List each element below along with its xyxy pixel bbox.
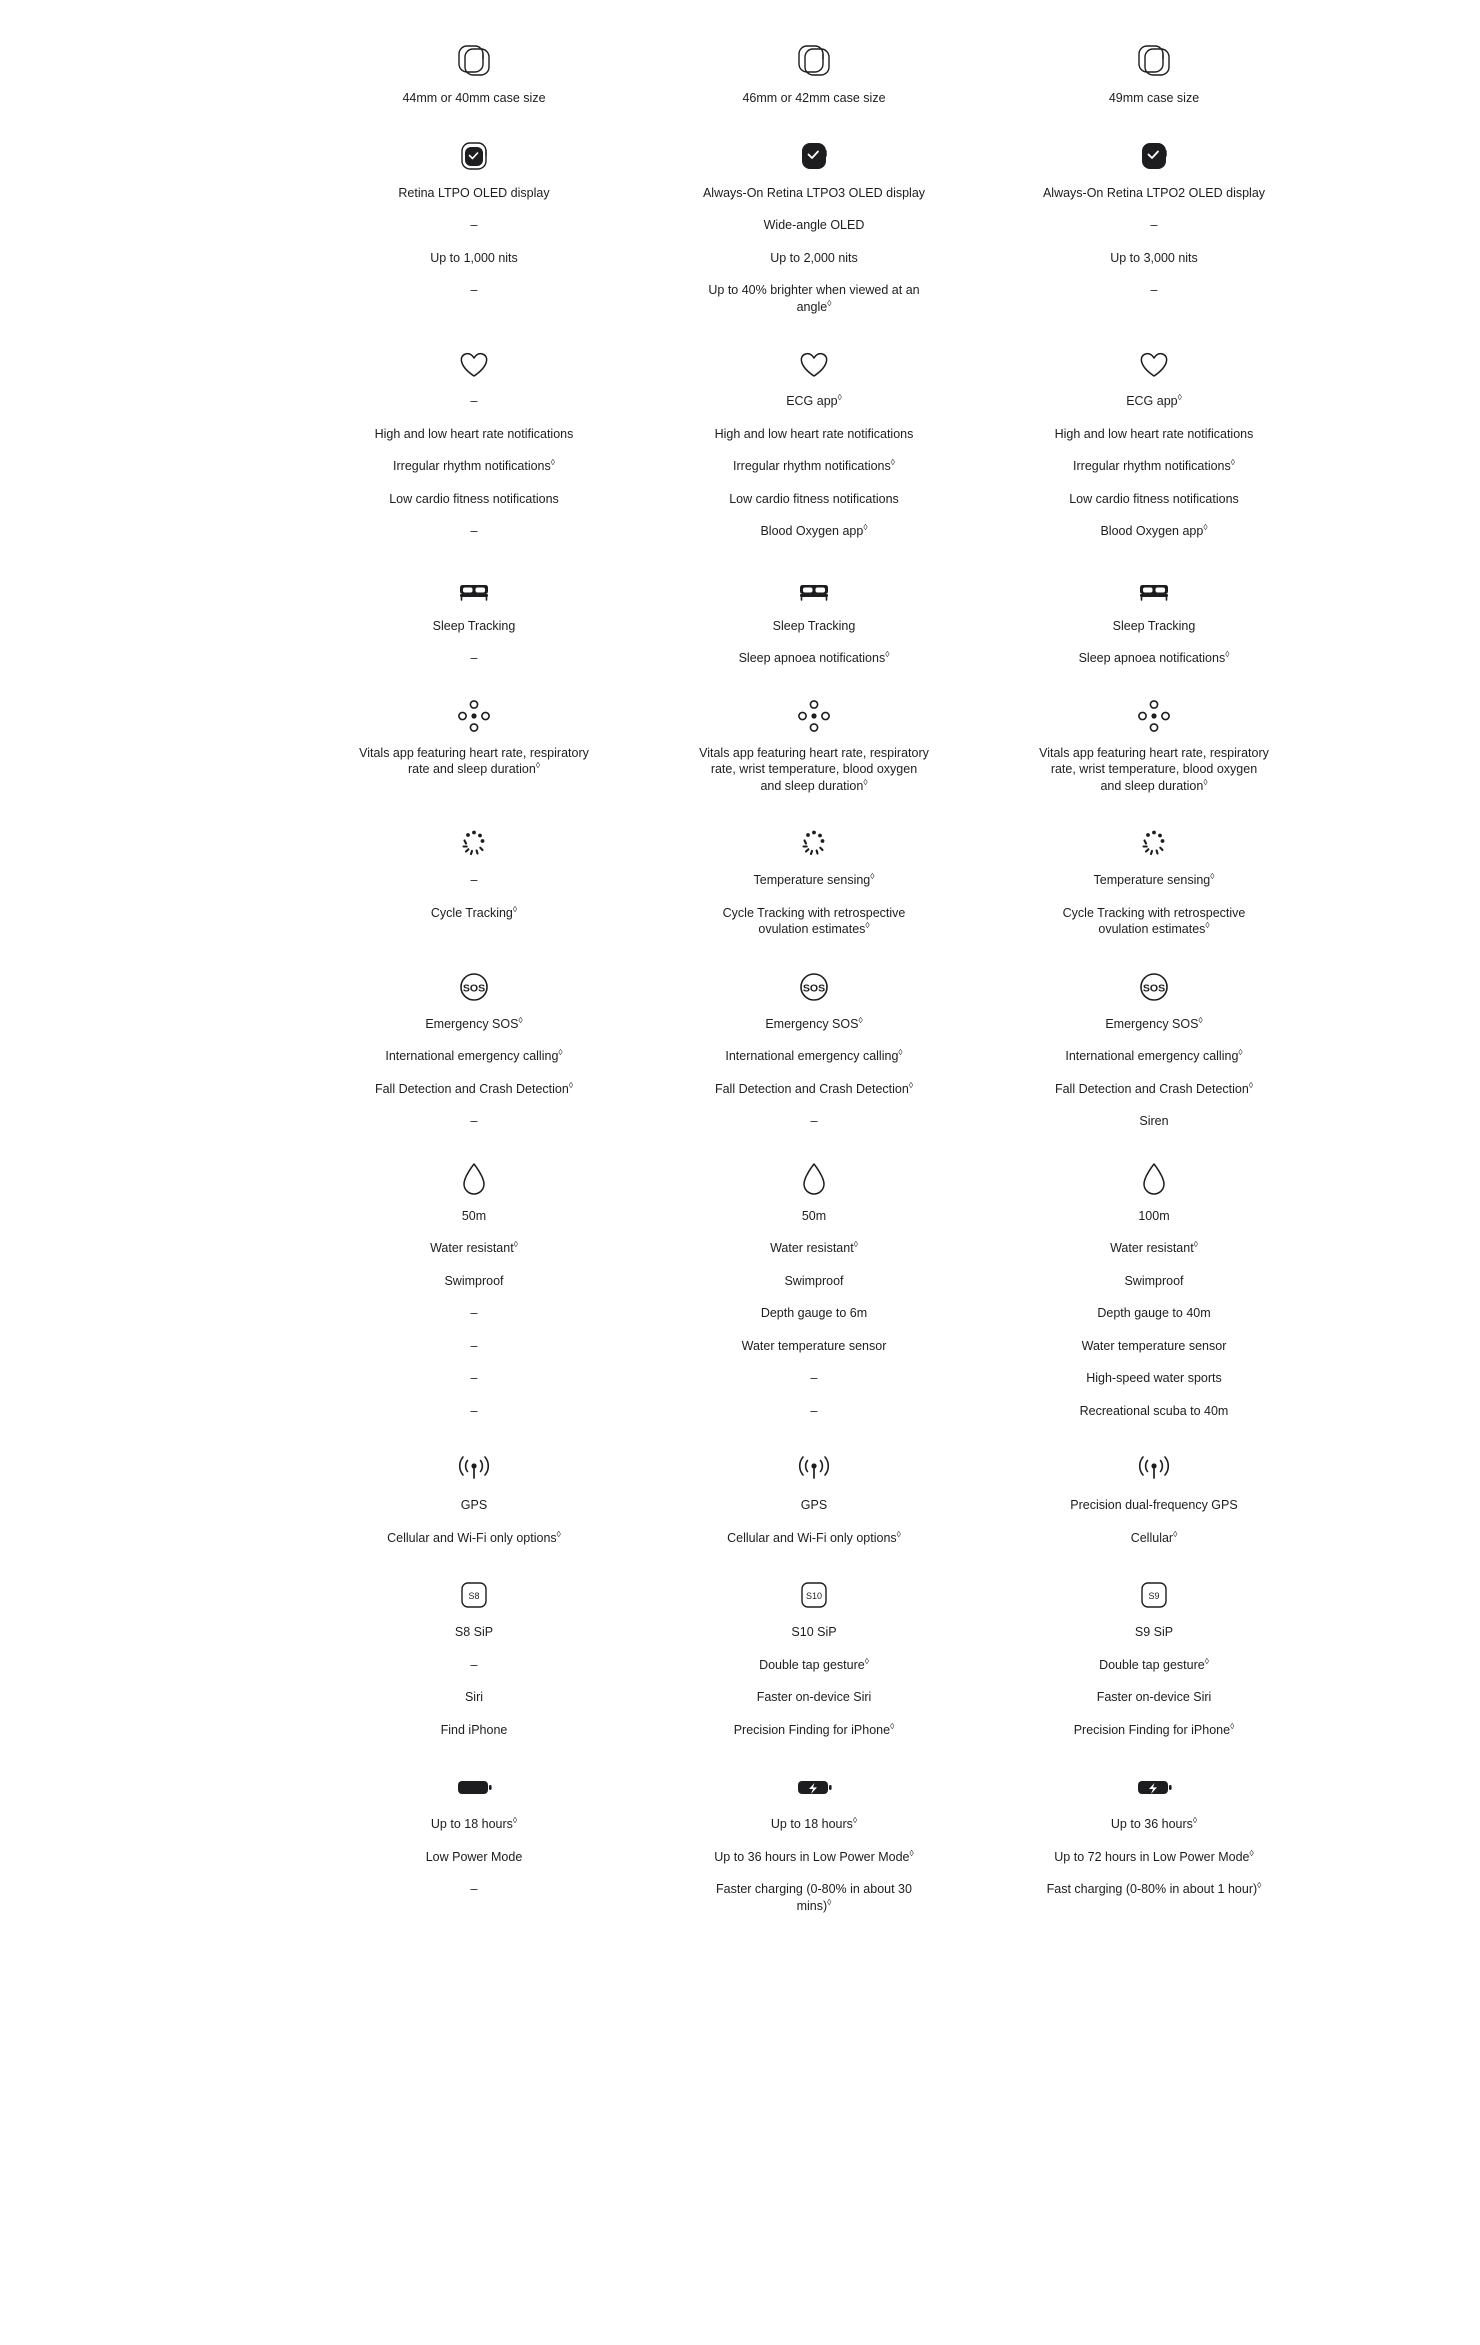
feature-text: Vitals app featuring heart rate, respiratory rate, wrist temperature, blood oxygen and sleep duration◊: [699, 745, 929, 793]
battery-full-icon: [452, 1764, 496, 1810]
comparison-row-case-size: [0, 38, 1480, 133]
footnote-marker: ◊: [837, 391, 842, 402]
feature-text: Sleep Tracking: [432, 618, 516, 633]
feature-text: Sleep apnoea notifications◊: [1078, 648, 1230, 665]
feature-text: High and low heart rate notifications: [1054, 426, 1254, 441]
feature-text: Fall Detection and Crash Detection◊: [714, 1079, 914, 1096]
gps-signal-icon: [793, 1445, 835, 1491]
feature-text: Water temperature sensor: [741, 1338, 887, 1353]
footnote-marker: ◊: [1238, 1046, 1243, 1057]
feature-text: 50m: [801, 1208, 827, 1223]
heart-icon: [793, 341, 835, 387]
feature-text: Always-On Retina LTPO3 OLED display: [702, 185, 926, 200]
feature-text: Double tap gesture◊: [759, 1655, 869, 1672]
feature-text: Sleep Tracking: [1112, 618, 1196, 633]
cell-vitals-apple-watch-se: [340, 693, 608, 811]
water-drop-icon: [794, 1156, 834, 1202]
footnote-marker: ◊: [512, 903, 518, 914]
feature-text: –: [470, 1114, 478, 1128]
feature-text: Up to 1,000 nits: [430, 250, 518, 265]
watch-display-solid-icon: [794, 133, 834, 179]
feature-text: S10 SiP: [791, 1625, 837, 1639]
feature-text: Vitals app featuring heart rate, respiratory rate, wrist temperature, blood oxygen and sleep duration◊: [1039, 745, 1269, 793]
feature-text: Emergency SOS◊: [425, 1014, 523, 1031]
feature-text: Water temperature sensor: [1081, 1338, 1227, 1353]
feature-text: –: [470, 1403, 478, 1418]
feature-text: GPS: [800, 1498, 828, 1512]
feature-text: Up to 36 hours in Low Power Mode◊: [714, 1847, 914, 1864]
feature-text: High and low heart rate notifications: [714, 426, 914, 441]
feature-text: Faster on-device Siri: [756, 1690, 872, 1704]
cell-connectivity-apple-watch-se: [340, 1445, 608, 1562]
cell-case-size-apple-watch-se: [340, 38, 608, 123]
comparison-grid: [0, 38, 1480, 1940]
column-gap: [608, 133, 680, 332]
feature-text: 44mm or 40mm case size: [402, 91, 546, 105]
feature-text: S9 SiP: [1134, 1625, 1174, 1639]
cell-battery-apple-watch-ultra-2: [1020, 1764, 1288, 1930]
feature-text: –: [470, 524, 478, 538]
cell-safety-apple-watch-series-10: [680, 964, 948, 1146]
feature-text: Irregular rhythm notifications◊: [733, 456, 895, 473]
feature-text: –: [470, 1338, 478, 1353]
comparison-row-vitals: [0, 693, 1480, 821]
feature-text: 50m: [461, 1208, 487, 1223]
footnote-marker: ◊: [1173, 1528, 1178, 1539]
column-gap: [608, 341, 680, 556]
cell-vitals-apple-watch-series-10: [680, 693, 948, 811]
feature-text: Siren: [1139, 1114, 1169, 1128]
footnote-marker: ◊: [1205, 919, 1210, 930]
watch-case-icon: [453, 38, 495, 84]
feature-text: S8 SiP: [454, 1625, 494, 1639]
svg-text:S8: S8: [468, 1591, 480, 1601]
feature-text: Cellular◊: [1130, 1528, 1178, 1545]
gps-signal-icon: [453, 1445, 495, 1491]
column-gap: [948, 693, 1020, 811]
feature-text: Up to 36 hours◊: [1110, 1814, 1198, 1831]
temperature-cycle-icon: [1134, 820, 1174, 866]
footnote-marker: ◊: [908, 1079, 914, 1090]
footnote-marker: ◊: [864, 1655, 869, 1666]
feature-text: Up to 2,000 nits: [770, 250, 858, 265]
feature-text: Precision Finding for iPhone◊: [1073, 1720, 1235, 1737]
comparison-row-display: [0, 133, 1480, 342]
feature-text: Recreational scuba to 40m: [1079, 1403, 1229, 1418]
column-gap: [948, 341, 1020, 556]
water-drop-icon: [1134, 1156, 1174, 1202]
battery-charging-icon: [1132, 1764, 1176, 1810]
feature-text: –: [470, 873, 478, 887]
column-gap: [948, 1572, 1020, 1754]
feature-text: Faster charging (0-80% in about 30 mins)◊: [716, 1882, 912, 1913]
footnote-marker: ◊: [827, 1896, 832, 1907]
feature-text: High and low heart rate notifications: [374, 426, 574, 441]
chip-icon: [457, 1572, 491, 1618]
watch-display-solid-icon: [1134, 133, 1174, 179]
feature-text: Up to 40% brighter when viewed at an angle◊: [708, 283, 920, 314]
feature-text: Up to 3,000 nits: [1110, 250, 1198, 265]
footnote-marker: ◊: [1193, 1238, 1198, 1249]
feature-text: Emergency SOS◊: [1105, 1014, 1203, 1031]
footnote-marker: ◊: [568, 1079, 574, 1090]
footnote-marker: ◊: [885, 648, 890, 659]
footnote-marker: ◊: [1230, 456, 1235, 467]
comparison-row-chip: [0, 1572, 1480, 1764]
footnote-marker: ◊: [898, 1046, 903, 1057]
feature-text: Emergency SOS◊: [765, 1014, 863, 1031]
feature-text: Fall Detection and Crash Detection◊: [1054, 1079, 1254, 1096]
feature-text: Low cardio fitness notifications: [729, 491, 899, 506]
comparison-row-health-sensors: [0, 341, 1480, 566]
feature-text: –: [470, 1882, 478, 1896]
feature-text: 46mm or 42mm case size: [742, 91, 886, 105]
feature-text: Depth gauge to 40m: [1097, 1306, 1211, 1320]
footnote-marker: ◊: [1225, 648, 1230, 659]
watch-display-icon: [454, 133, 494, 179]
cell-chip-apple-watch-se: [340, 1572, 608, 1754]
column-gap: [948, 1764, 1020, 1930]
feature-text: Irregular rhythm notifications◊: [1073, 456, 1235, 473]
feature-text: –: [810, 1371, 818, 1385]
column-gap: [948, 1445, 1020, 1562]
cell-safety-apple-watch-ultra-2: [1020, 964, 1288, 1146]
cell-water-apple-watch-se: [340, 1156, 608, 1436]
column-gap: [608, 693, 680, 811]
footnote-marker: ◊: [558, 1046, 563, 1057]
column-gap: [608, 566, 680, 683]
cell-cycle-tracking-apple-watch-ultra-2: [1020, 820, 1288, 954]
feature-text: Low cardio fitness notifications: [389, 491, 559, 506]
column-gap: [948, 566, 1020, 683]
feature-text: –: [470, 651, 478, 665]
footnote-marker: ◊: [1249, 1847, 1254, 1858]
comparison-row-water: [0, 1156, 1480, 1446]
cell-battery-apple-watch-se: [340, 1764, 608, 1930]
feature-text: Double tap gesture◊: [1099, 1655, 1209, 1672]
footnote-marker: ◊: [853, 1238, 858, 1249]
feature-text: Retina LTPO OLED display: [398, 185, 550, 200]
vitals-icon: [454, 693, 494, 739]
cell-health-sensors-apple-watch-se: [340, 341, 608, 556]
feature-text: Low Power Mode: [425, 1849, 523, 1864]
water-drop-icon: [454, 1156, 494, 1202]
heart-icon: [453, 341, 495, 387]
comparison-row-safety: [0, 964, 1480, 1156]
footnote-marker: ◊: [550, 456, 555, 467]
feature-text: International emergency calling◊: [1065, 1046, 1243, 1063]
feature-text: Swimproof: [1124, 1273, 1184, 1288]
svg-text:SOS: SOS: [462, 981, 486, 994]
footnote-marker: ◊: [858, 1014, 863, 1025]
footnote-marker: ◊: [1203, 776, 1208, 787]
cell-connectivity-apple-watch-ultra-2: [1020, 1445, 1288, 1562]
footnote-marker: ◊: [852, 1814, 858, 1825]
vitals-icon: [1134, 693, 1174, 739]
cell-health-sensors-apple-watch-series-10: [680, 341, 948, 556]
cell-sleep-apple-watch-se: [340, 566, 608, 683]
feature-text: Up to 18 hours◊: [430, 1814, 518, 1831]
chip-icon: [1137, 1572, 1171, 1618]
footnote-marker: ◊: [909, 1847, 914, 1858]
footnote-marker: ◊: [870, 870, 875, 881]
column-gap: [608, 964, 680, 1146]
feature-text: –: [1150, 218, 1158, 232]
footnote-marker: ◊: [890, 1720, 895, 1731]
feature-text: Always-On Retina LTPO2 OLED display: [1042, 185, 1266, 200]
feature-text: High-speed water sports: [1086, 1371, 1222, 1385]
cell-sleep-apple-watch-ultra-2: [1020, 566, 1288, 683]
feature-text: Vitals app featuring heart rate, respiratory rate and sleep duration◊: [359, 745, 589, 776]
feature-text: –: [470, 1657, 478, 1672]
feature-text: Cycle Tracking◊: [430, 903, 518, 920]
column-gap: [608, 1445, 680, 1562]
column-gap: [948, 964, 1020, 1146]
feature-text: ECG app◊: [786, 391, 842, 408]
feature-text: Temperature sensing◊: [1093, 870, 1215, 887]
feature-text: Faster on-device Siri: [1096, 1690, 1212, 1704]
cell-safety-apple-watch-se: [340, 964, 608, 1146]
svg-text:SOS: SOS: [1142, 981, 1166, 994]
sos-icon: [454, 964, 494, 1010]
feature-text: Precision Finding for iPhone◊: [733, 1720, 895, 1737]
cell-display-apple-watch-series-10: [680, 133, 948, 332]
cell-chip-apple-watch-series-10: [680, 1572, 948, 1754]
column-gap: [608, 820, 680, 954]
heart-icon: [1133, 341, 1175, 387]
footnote-marker: ◊: [865, 919, 870, 930]
feature-text: Cellular and Wi-Fi only options◊: [387, 1528, 561, 1545]
comparison-row-cycle-tracking: [0, 820, 1480, 964]
comparison-row-battery: [0, 1764, 1480, 1940]
column-gap: [948, 38, 1020, 123]
cell-health-sensors-apple-watch-ultra-2: [1020, 341, 1288, 556]
cell-cycle-tracking-apple-watch-series-10: [680, 820, 948, 954]
feature-text: –: [470, 1306, 478, 1320]
feature-text: Siri: [464, 1690, 484, 1704]
cell-display-apple-watch-se: [340, 133, 608, 332]
footnote-marker: ◊: [1248, 1079, 1254, 1090]
feature-text: Water resistant◊: [770, 1238, 858, 1255]
sos-icon: [794, 964, 834, 1010]
feature-text: –: [810, 1403, 818, 1418]
svg-text:S10: S10: [805, 1591, 823, 1601]
bed-icon: [453, 566, 495, 612]
feature-text: International emergency calling◊: [725, 1046, 903, 1063]
feature-text: Wide-angle OLED: [763, 218, 865, 232]
footnote-marker: ◊: [556, 1528, 561, 1539]
footnote-marker: ◊: [827, 297, 832, 308]
comparison-row-sleep: [0, 566, 1480, 693]
comparison-row-connectivity: [0, 1445, 1480, 1572]
feature-text: –: [1150, 283, 1158, 297]
feature-text: –: [810, 1114, 818, 1128]
feature-text: Up to 18 hours◊: [770, 1814, 858, 1831]
feature-text: 100m: [1138, 1208, 1170, 1223]
cell-vitals-apple-watch-ultra-2: [1020, 693, 1288, 811]
column-gap: [608, 38, 680, 123]
temperature-cycle-icon: [794, 820, 834, 866]
column-gap: [948, 133, 1020, 332]
feature-text: Temperature sensing◊: [753, 870, 875, 887]
footnote-marker: ◊: [1257, 1879, 1262, 1890]
feature-text: –: [470, 218, 478, 232]
feature-text: Find iPhone: [440, 1722, 508, 1737]
feature-text: Blood Oxygen app◊: [1100, 521, 1208, 538]
feature-text: Sleep Tracking: [772, 618, 856, 633]
cell-case-size-apple-watch-ultra-2: [1020, 38, 1288, 123]
footnote-marker: ◊: [1203, 521, 1208, 532]
feature-text: Swimproof: [444, 1273, 504, 1288]
footnote-marker: ◊: [1230, 1720, 1235, 1731]
cell-connectivity-apple-watch-series-10: [680, 1445, 948, 1562]
feature-text: –: [470, 394, 478, 408]
feature-text: Sleep apnoea notifications◊: [738, 648, 890, 665]
column-gap: [608, 1764, 680, 1930]
cell-battery-apple-watch-series-10: [680, 1764, 948, 1930]
svg-text:S9: S9: [1148, 1591, 1160, 1601]
feature-text: Low cardio fitness notifications: [1069, 491, 1239, 506]
bed-icon: [793, 566, 835, 612]
feature-text: 49mm case size: [1108, 91, 1200, 105]
temperature-cycle-icon: [454, 820, 494, 866]
svg-text:SOS: SOS: [802, 981, 826, 994]
feature-text: Depth gauge to 6m: [760, 1306, 868, 1320]
cell-chip-apple-watch-ultra-2: [1020, 1572, 1288, 1754]
feature-text: Water resistant◊: [430, 1238, 518, 1255]
feature-text: Fast charging (0-80% in about 1 hour)◊: [1046, 1879, 1262, 1896]
feature-text: Fall Detection and Crash Detection◊: [374, 1079, 574, 1096]
feature-text: –: [470, 1371, 478, 1385]
feature-text: ECG app◊: [1126, 391, 1182, 408]
sos-icon: [1134, 964, 1174, 1010]
cell-display-apple-watch-ultra-2: [1020, 133, 1288, 332]
cell-sleep-apple-watch-series-10: [680, 566, 948, 683]
column-gap: [948, 1156, 1020, 1436]
feature-text: Precision dual-frequency GPS: [1070, 1498, 1238, 1512]
footnote-marker: ◊: [1198, 1014, 1203, 1025]
footnote-marker: ◊: [863, 521, 868, 532]
cell-water-apple-watch-ultra-2: [1020, 1156, 1288, 1436]
feature-text: Cycle Tracking with retrospective ovulation estimates◊: [1062, 905, 1246, 936]
cell-case-size-apple-watch-series-10: [680, 38, 948, 123]
feature-text: Irregular rhythm notifications◊: [393, 456, 555, 473]
footnote-marker: ◊: [513, 1238, 518, 1249]
vitals-icon: [794, 693, 834, 739]
watch-case-icon: [1133, 38, 1175, 84]
cell-cycle-tracking-apple-watch-se: [340, 820, 608, 954]
footnote-marker: ◊: [512, 1814, 518, 1825]
feature-text: Water resistant◊: [1110, 1238, 1198, 1255]
feature-text: Swimproof: [784, 1273, 844, 1288]
battery-charging-icon: [792, 1764, 836, 1810]
feature-text: Cycle Tracking with retrospective ovulation estimates◊: [722, 905, 906, 936]
feature-text: Cellular and Wi-Fi only options◊: [727, 1528, 901, 1545]
footnote-marker: ◊: [890, 456, 895, 467]
feature-text: International emergency calling◊: [385, 1046, 563, 1063]
chip-icon: [797, 1572, 831, 1618]
footnote-marker: ◊: [1204, 1655, 1209, 1666]
column-gap: [608, 1572, 680, 1754]
column-gap: [608, 1156, 680, 1436]
feature-text: Blood Oxygen app◊: [760, 521, 868, 538]
column-gap: [948, 820, 1020, 954]
feature-text: Up to 72 hours in Low Power Mode◊: [1054, 1847, 1254, 1864]
footnote-marker: ◊: [896, 1528, 901, 1539]
footnote-marker: ◊: [518, 1014, 523, 1025]
footnote-marker: ◊: [535, 759, 541, 770]
feature-text: GPS: [460, 1498, 488, 1512]
footnote-marker: ◊: [1210, 870, 1215, 881]
footnote-marker: ◊: [863, 776, 868, 787]
footnote-marker: ◊: [1177, 391, 1182, 402]
watch-case-icon: [793, 38, 835, 84]
feature-text: –: [470, 283, 478, 297]
footnote-marker: ◊: [1192, 1814, 1198, 1825]
gps-signal-icon: [1133, 1445, 1175, 1491]
cell-water-apple-watch-series-10: [680, 1156, 948, 1436]
bed-icon: [1133, 566, 1175, 612]
